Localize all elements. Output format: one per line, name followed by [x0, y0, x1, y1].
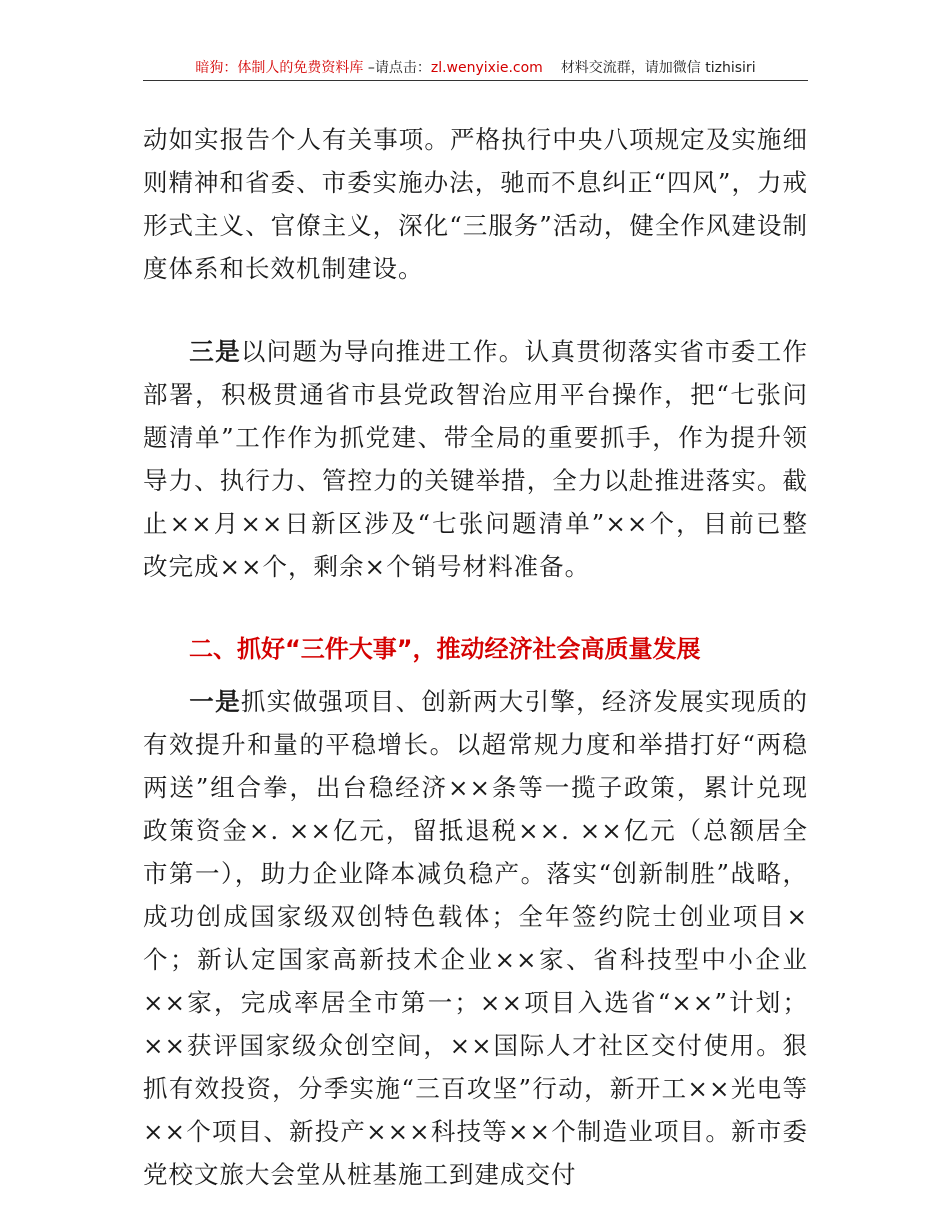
header-site-label: 暗狗：体制人的免费资料库	[195, 60, 364, 76]
paragraph-text: 抓实做强项目、创新两大引擎，经济发展实现质的有效提升和量的平稳增长。以超常规力度和举措打好“两稳两送”组合拳，出台稳经济××条等一揽子政策，累计兑现政策资金×. ××亿元，留抵退税××. ××亿元（总额居全市第一），助力企业降本减负稳产。落实“创新制胜”战略，成功创成国家级双创特色载体；全年签约院士创业项目×个；新认定国家高新技术企业××家、省科技型中小企业××家，完成率居全市第一；××项目入选省“××”计划；××获评国家级众创空间，××国际人才社区交付使用。狠抓有效投资，分季实施“三百攻坚”行动，新开工××光电等××个项目、新投产×××科技等××个制造业项目。新市委党校文旅大会堂从桩基施工到建成交付	[143, 687, 808, 1189]
header-group-note: 材料交流群，请加微信 tizhisiri	[560, 60, 756, 76]
header-url-link[interactable]: zl.wenyixie.com	[430, 60, 543, 76]
page-header	[143, 56, 808, 80]
section-heading: 二、抓好“三件大事”，推动经济社会高质量发展	[189, 635, 701, 663]
paragraph-text: 以问题为导向推进工作。认真贯彻落实省市委工作部署，积极贯通省市县党政智治应用平台操作，把“七张问题清单”工作作为抓党建、带全局的重要抓手，作为提升领导力、执行力、管控力的关键举措，全力以赴推进落实。截止××月××日新区涉及“七张问题清单”××个，目前已整改完成××个，剩余×个销号材料准备。	[143, 337, 808, 581]
header-divider	[143, 80, 808, 81]
paragraph-problem-oriented	[143, 330, 808, 588]
document-body	[143, 118, 808, 1196]
header-click-prompt: –请点击：	[363, 60, 431, 76]
paragraph-lead: 三是	[189, 337, 241, 366]
paragraph-projects-innovation	[143, 680, 808, 1196]
paragraph-work-style: 动如实报告个人有关事项。严格执行中央八项规定及实施细则精神和省委、市委实施办法，驰而不息纠正“四风”，力戒形式主义、官僚主义，深化“三服务”活动，健全作风建设制度体系和长效机制建设。	[143, 125, 808, 283]
paragraph-lead: 一是	[189, 687, 241, 716]
